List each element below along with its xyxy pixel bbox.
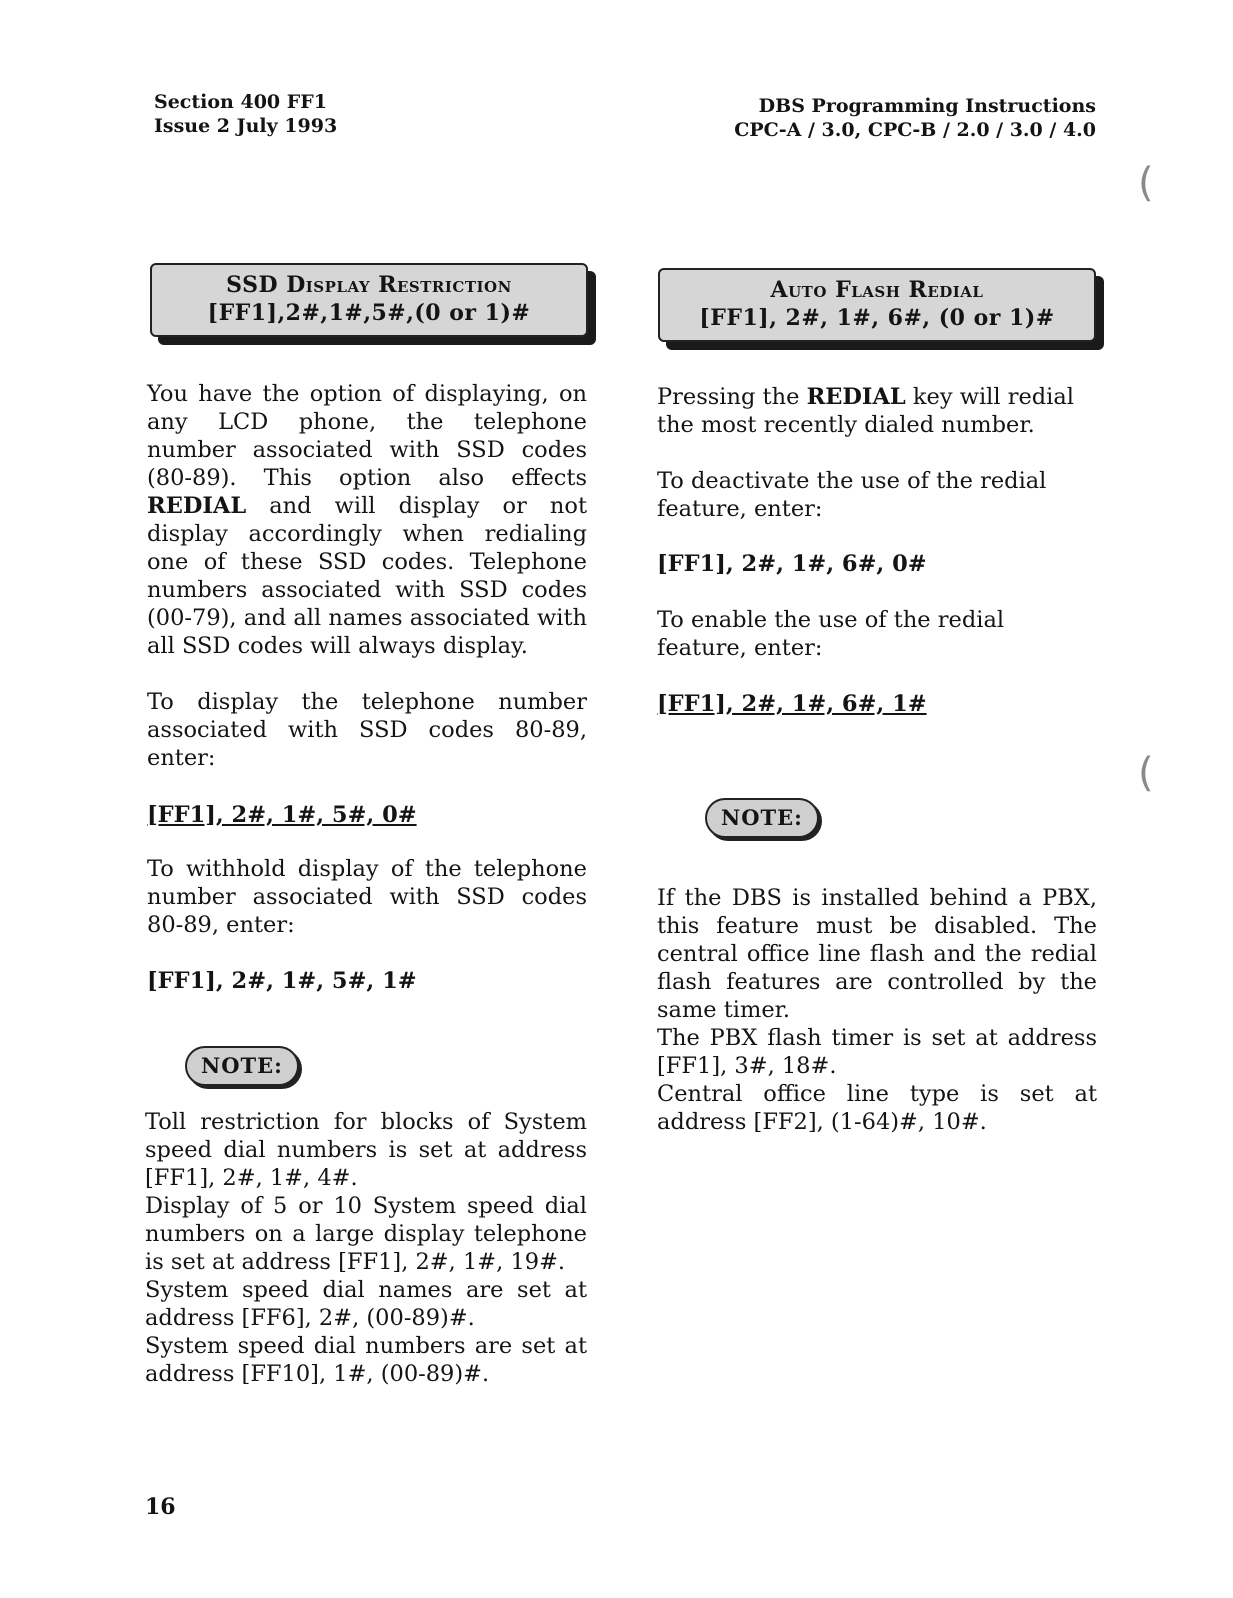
left-code-enable: [FF1], 2#, 1#, 5#, 0# — [147, 802, 417, 828]
banner-ssd-display-restriction — [150, 263, 588, 337]
header-right — [734, 94, 1096, 142]
binder-mark-middle: ( — [1138, 750, 1154, 796]
left-note-badge: NOTE: — [185, 1046, 299, 1086]
versions: CPC-A / 3.0, CPC-B / 2.0 / 3.0 / 4.0 — [734, 119, 1096, 141]
banner-code: [FF1],2#,1#,5#,(0 or 1)# — [207, 300, 531, 326]
section-label: Section 400 FF1 — [154, 91, 327, 113]
note-line: Display of 5 or 10 System speed dial numbers on a large display telephone is set at address [FF1], 2#, 1#, 19#. — [145, 1193, 587, 1275]
binder-mark-top: ( — [1138, 160, 1154, 206]
note-line: If the DBS is installed behind a PBX, this feature must be disabled. The central office line flash and the redial flash features are controlled by the same timer. — [657, 885, 1097, 1023]
left-para-3: To withhold display of the telephone number associated with SSD codes 80-89, enter: — [147, 856, 587, 938]
right-para-3: To enable the use of the redial feature, enter: — [657, 607, 1005, 661]
banner-code: [FF1], 2#, 1#, 6#, (0 or 1)# — [699, 305, 1055, 331]
note-line: The PBX flash timer is set at address [FF1], 3#, 18#. — [657, 1025, 1097, 1079]
left-para-1: You have the option of displaying, on any LCD phone, the telephone number associated with SSD codes (80-89). This option also effects REDIAL and will display or not display accordingly when redialing one of these SSD codes. Telephone numbers associated with SSD codes (00-79), and all names associated with all SSD codes will always display. — [147, 381, 588, 659]
issue-date: Issue 2 July 1993 — [154, 115, 338, 137]
redial-keyword: REDIAL — [147, 493, 247, 519]
note-line: Toll restriction for blocks of System speed dial numbers is set at address [FF1], 2#, 1#, 4#. — [145, 1109, 587, 1191]
right-para-2: To deactivate the use of the redial feature, enter: — [657, 468, 1047, 522]
banner-auto-flash-redial — [658, 268, 1096, 342]
note-line: Central office line type is set at address [FF2], (1-64)#, 10#. — [657, 1081, 1097, 1135]
banner-title: Auto Flash Redial — [770, 277, 984, 303]
right-note-text — [657, 884, 1097, 1136]
note-line: System speed dial numbers are set at address [FF10], 1#, (00-89)#. — [145, 1333, 587, 1387]
right-code-disable: [FF1], 2#, 1#, 6#, 0# — [657, 551, 927, 577]
left-code-disable: [FF1], 2#, 1#, 5#, 1# — [147, 968, 417, 994]
note-line: System speed dial names are set at address [FF6], 2#, (00-89)#. — [145, 1277, 587, 1331]
header-left — [154, 90, 337, 138]
right-note-badge: NOTE: — [705, 798, 819, 838]
doc-title: DBS Programming Instructions — [758, 95, 1096, 117]
banner-title: SSD Display Restriction — [226, 272, 512, 298]
right-para-1: Pressing the REDIAL key will redial the most recently dialed number. — [657, 384, 1074, 438]
right-code-enable: [FF1], 2#, 1#, 6#, 1# — [657, 691, 927, 717]
page-number: 16 — [145, 1494, 176, 1520]
left-para-2: To display the telephone number associated with SSD codes 80-89, enter: — [147, 689, 587, 771]
redial-keyword: REDIAL — [806, 384, 906, 410]
left-note-text — [145, 1108, 587, 1388]
